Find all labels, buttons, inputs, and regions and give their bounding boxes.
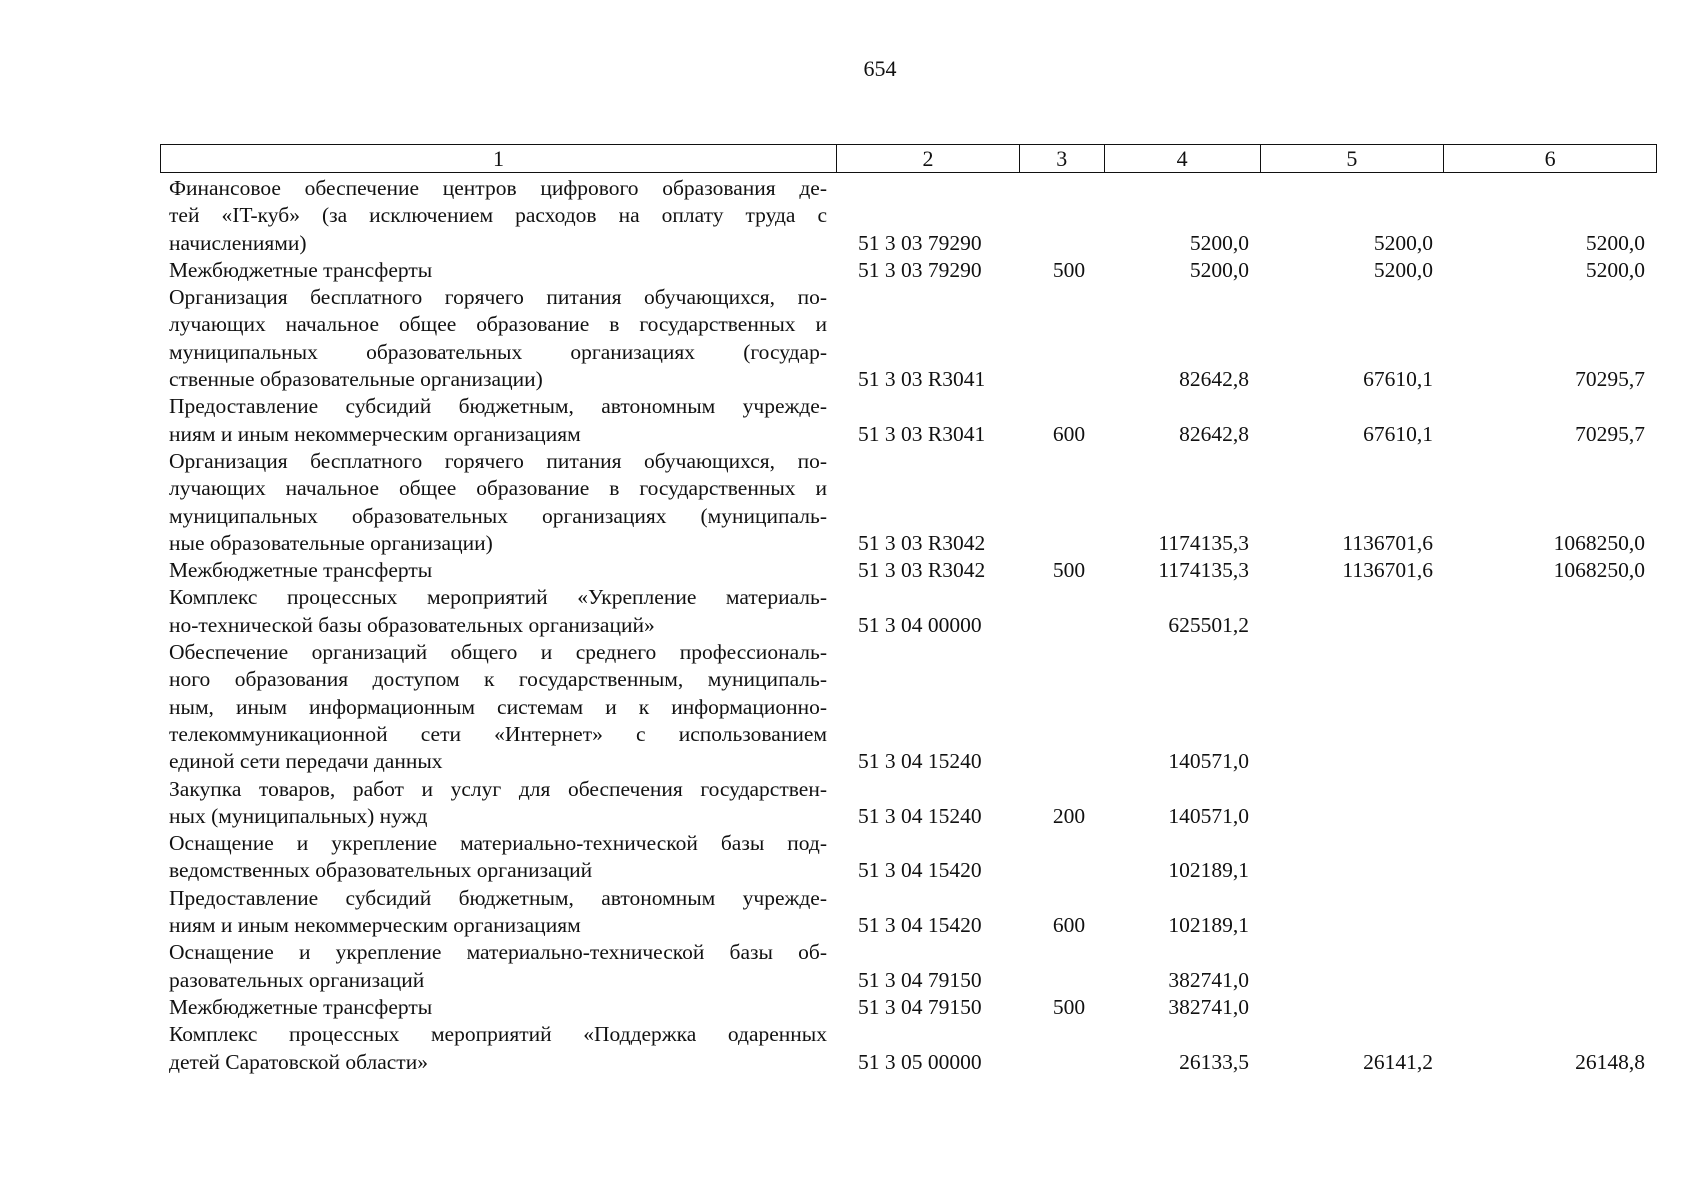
table-row [0, 639, 1697, 775]
value-col-4: 102189,1 [1168, 858, 1249, 883]
description-line: начислениями) [169, 230, 307, 255]
value-col-5: 67610,1 [1363, 421, 1433, 446]
value-col-6: 5200,0 [1585, 230, 1645, 255]
expense-type: 600 [1052, 913, 1086, 938]
value-col-4: 382741,0 [1168, 967, 1249, 992]
target-code: 51 3 04 79150 [858, 994, 982, 1019]
value-col-4: 140571,0 [1168, 749, 1249, 774]
description-line: лучающих начальное общее образование в государственных и [169, 476, 827, 501]
row-description [169, 584, 827, 639]
description-line: но-технической базы образовательных организаций» [169, 612, 655, 637]
header-col-1: 1 [161, 145, 837, 172]
description-line: Обеспечение организаций общего и среднего профессиональ- [169, 640, 827, 665]
table-body [0, 175, 1697, 1076]
row-description [169, 830, 827, 885]
value-col-6: 1068250,0 [1553, 530, 1645, 555]
description-line: Межбюджетные трансферты [169, 994, 433, 1019]
target-code: 51 3 03 R3042 [858, 558, 986, 583]
table-row [0, 885, 1697, 940]
row-description [169, 393, 827, 448]
table-row [0, 994, 1697, 1021]
table-row [0, 939, 1697, 994]
table-row [0, 776, 1697, 831]
description-line: тей «IT-куб» (за исключением расходов на оплату труда с [169, 203, 827, 228]
value-col-4: 102189,1 [1168, 913, 1249, 938]
target-code: 51 3 04 15240 [858, 749, 982, 774]
header-col-4: 4 [1105, 145, 1261, 172]
header-col-5: 5 [1261, 145, 1445, 172]
description-line: Закупка товаров, работ и услуг для обеспечения государствен- [169, 776, 827, 801]
description-line: телекоммуникационной сети «Интернет» с использованием [169, 721, 827, 746]
target-code: 51 3 04 15420 [858, 913, 982, 938]
value-col-4: 140571,0 [1168, 803, 1249, 828]
description-line: разовательных организаций [169, 967, 425, 992]
table-row [0, 1021, 1697, 1076]
table-row [0, 257, 1697, 284]
value-col-4: 26133,5 [1179, 1049, 1249, 1074]
target-code: 51 3 05 00000 [858, 1049, 982, 1074]
description-line: лучающих начальное общее образование в государственных и [169, 312, 827, 337]
value-col-5: 67610,1 [1363, 367, 1433, 392]
table-row [0, 830, 1697, 885]
description-line: Организация бесплатного горячего питания обучающихся, по- [169, 448, 827, 473]
table-header [160, 144, 1657, 173]
value-col-6: 5200,0 [1585, 257, 1645, 282]
description-line: единой сети передачи данных [169, 749, 443, 774]
description-line: ным, иным информационным системам и к информационно- [169, 694, 827, 719]
description-line: Оснащение и укрепление материально-технической базы об- [169, 940, 827, 965]
row-description [169, 639, 827, 775]
value-col-4: 1174135,3 [1158, 530, 1249, 555]
value-col-5: 5200,0 [1373, 257, 1433, 282]
expense-type: 500 [1052, 994, 1086, 1019]
description-line: Межбюджетные трансферты [169, 558, 433, 583]
description-line: муниципальных образовательных организациях (муниципаль- [169, 503, 827, 528]
row-description [169, 885, 827, 940]
row-description [169, 257, 827, 284]
expense-type: 200 [1052, 803, 1086, 828]
description-line: Организация бесплатного горячего питания обучающихся, по- [169, 285, 827, 310]
description-line: Комплекс процессных мероприятий «Укрепление материаль- [169, 585, 827, 610]
header-col-6: 6 [1544, 146, 1556, 171]
description-line: ственные образовательные организации) [169, 367, 543, 392]
description-line: ных (муниципальных) нужд [169, 803, 428, 828]
value-col-6: 70295,7 [1575, 421, 1645, 446]
description-line: ные образовательные организации) [169, 530, 493, 555]
target-code: 51 3 03 R3041 [858, 421, 986, 446]
value-col-6: 70295,7 [1575, 367, 1645, 392]
expense-type: 500 [1052, 558, 1086, 583]
row-description [169, 284, 827, 393]
row-description [169, 175, 827, 257]
value-col-4: 1174135,3 [1158, 558, 1249, 583]
value-col-5: 5200,0 [1373, 230, 1433, 255]
description-line: Оснащение и укрепление материально-технической базы под- [169, 831, 827, 856]
target-code: 51 3 04 79150 [858, 967, 982, 992]
value-col-5: 1136701,6 [1342, 530, 1433, 555]
description-line: Комплекс процессных мероприятий «Поддержка одаренных [169, 1022, 827, 1047]
description-line: Предоставление субсидий бюджетным, автономным учрежде- [169, 885, 827, 910]
row-description [169, 557, 827, 584]
description-line: муниципальных образовательных организациях (государ- [169, 339, 827, 364]
target-code: 51 3 04 15420 [858, 858, 982, 883]
description-line: детей Саратовской области» [169, 1049, 428, 1074]
value-col-5: 26141,2 [1363, 1049, 1433, 1074]
row-description [169, 776, 827, 831]
value-col-4: 5200,0 [1189, 230, 1249, 255]
target-code: 51 3 03 79290 [858, 230, 982, 255]
description-line: Межбюджетные трансферты [169, 257, 433, 282]
target-code: 51 3 04 00000 [858, 612, 982, 637]
page-number: 654 [863, 56, 897, 81]
table-row [0, 584, 1697, 639]
description-line: ниям и иным некоммерческим организациям [169, 913, 581, 938]
row-description [169, 994, 827, 1021]
table-row [0, 393, 1697, 448]
value-col-4: 82642,8 [1179, 367, 1249, 392]
target-code: 51 3 03 79290 [858, 257, 982, 282]
header-col-2: 2 [837, 145, 1020, 172]
value-col-4: 382741,0 [1168, 994, 1249, 1019]
row-description [169, 1021, 827, 1076]
value-col-4: 82642,8 [1179, 421, 1249, 446]
target-code: 51 3 03 R3041 [858, 367, 986, 392]
value-col-5: 1136701,6 [1342, 558, 1433, 583]
table-row [0, 557, 1697, 584]
table-row [0, 175, 1697, 257]
expense-type: 500 [1052, 257, 1086, 282]
table-row [0, 448, 1697, 557]
value-col-4: 625501,2 [1168, 612, 1249, 637]
description-line: ведомственных образовательных организаций [169, 858, 593, 883]
value-col-6: 1068250,0 [1553, 558, 1645, 583]
description-line: Финансовое обеспечение центров цифрового образования де- [169, 176, 827, 200]
target-code: 51 3 04 15240 [858, 803, 982, 828]
description-line: Предоставление субсидий бюджетным, автономным учрежде- [169, 394, 827, 419]
description-line: ниям и иным некоммерческим организациям [169, 421, 581, 446]
value-col-4: 5200,0 [1189, 257, 1249, 282]
description-line: ного образования доступом к государственным, муниципаль- [169, 667, 827, 692]
value-col-6: 26148,8 [1575, 1049, 1645, 1074]
row-description [169, 448, 827, 557]
target-code: 51 3 03 R3042 [858, 530, 986, 555]
table-row [0, 284, 1697, 393]
expense-type: 600 [1052, 421, 1086, 446]
header-col-3: 3 [1020, 145, 1105, 172]
row-description [169, 939, 827, 994]
